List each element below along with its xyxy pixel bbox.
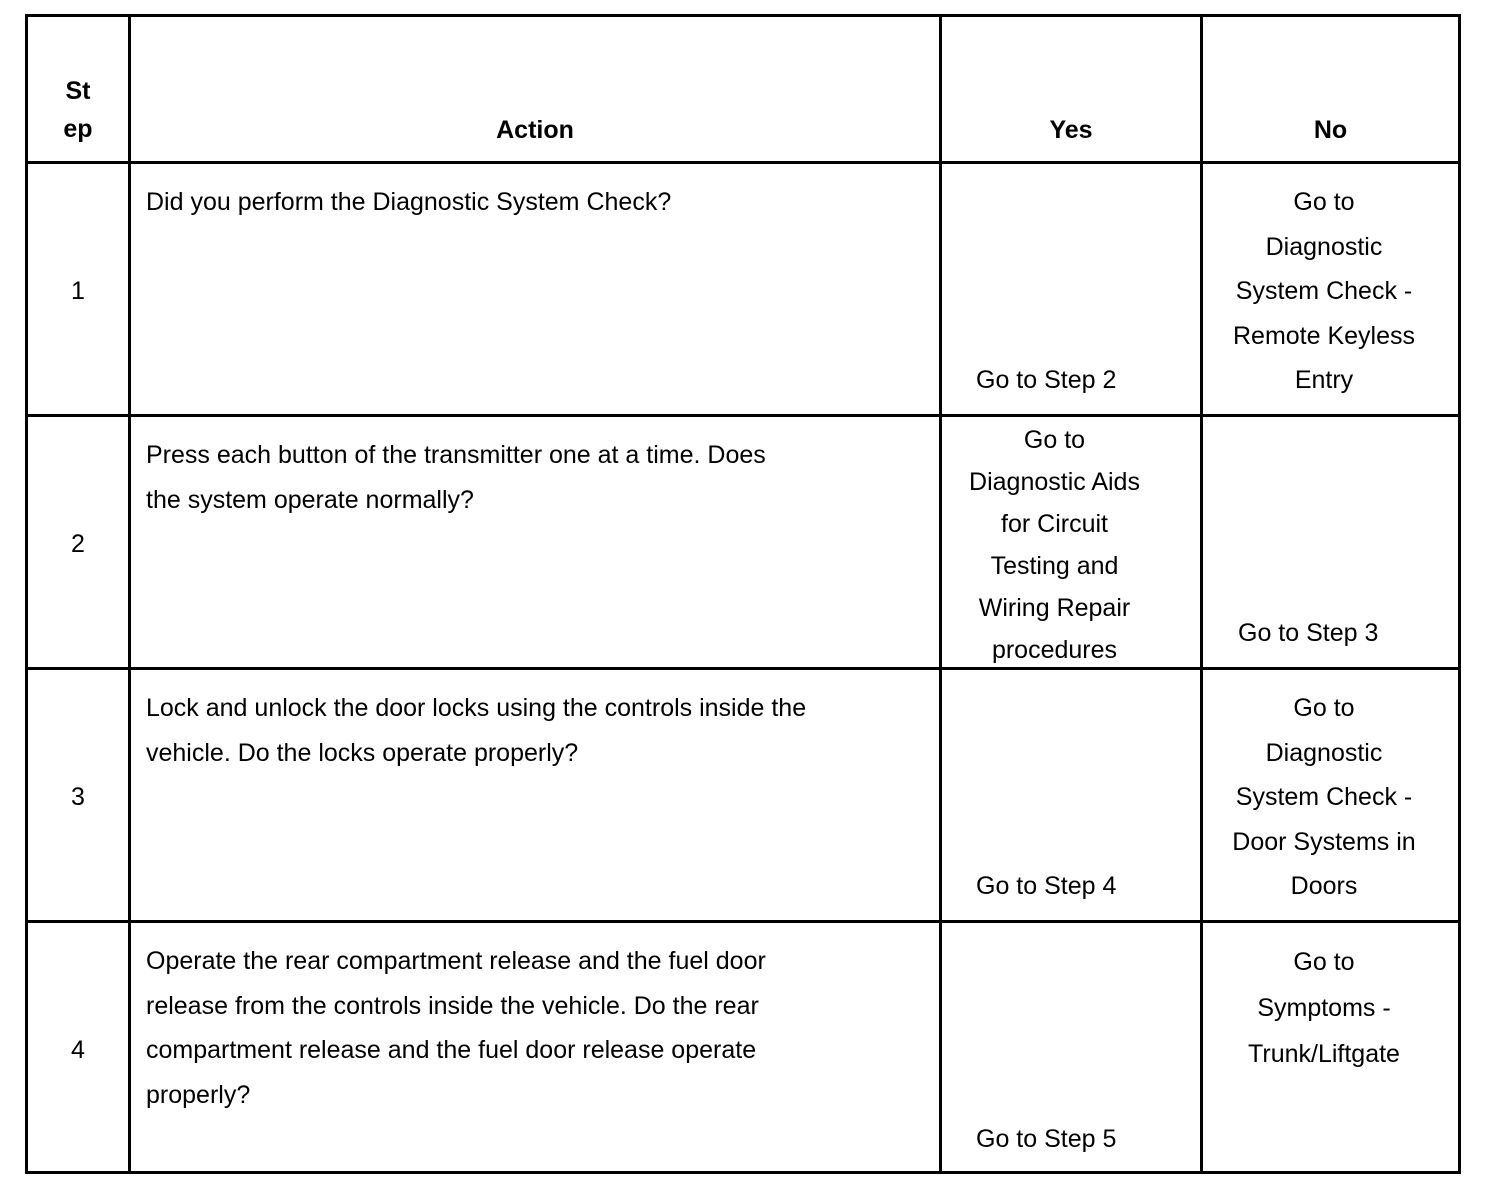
- column-divider: [128, 17, 131, 1171]
- table-row-action: Operate the rear compartment release and the fuel door release from the controls inside the vehicle. Do the rear compartment release and the fuel door release operate properly?: [146, 947, 766, 1109]
- table-row-yes: Go to Step 2: [976, 366, 1117, 394]
- row-divider: [28, 161, 1458, 164]
- table-row-no: Go to Diagnostic System Check - Door Systems in Doors: [1232, 694, 1416, 900]
- header-action: Action: [496, 116, 574, 144]
- header-no: No: [1313, 116, 1348, 144]
- table-row-step: 1: [71, 277, 85, 305]
- row-divider: [28, 920, 1458, 923]
- table-row-action: Lock and unlock the door locks using the controls inside the vehicle. Do the locks operate properly?: [146, 694, 807, 767]
- row-divider: [28, 414, 1458, 417]
- table-row-step: 3: [71, 783, 85, 811]
- table-row-action: Did you perform the Diagnostic System Check?: [146, 188, 672, 216]
- header-step: St ep: [63, 77, 93, 143]
- table-row-no: Go to Step 3: [1238, 619, 1379, 647]
- row-divider: [28, 667, 1458, 670]
- diagnostic-table: [25, 14, 1461, 1174]
- table-row-yes: Go to Step 5: [976, 1125, 1117, 1153]
- table-row-action: Press each button of the transmitter one at a time. Does the system operate normally?: [146, 441, 766, 514]
- table-row-no: Go to Symptoms - Trunk/Liftgate: [1248, 948, 1400, 1068]
- table-row-no: Go to Diagnostic System Check - Remote Keyless Entry: [1232, 188, 1416, 394]
- table-row-yes: Go to Diagnostic Aids for Circuit Testing and Wiring Repair procedures: [969, 426, 1140, 664]
- table-row-step: 2: [71, 530, 85, 558]
- table-row-step: 4: [71, 1036, 85, 1064]
- table-row-yes: Go to Step 4: [976, 872, 1117, 900]
- header-yes: Yes: [1049, 116, 1093, 144]
